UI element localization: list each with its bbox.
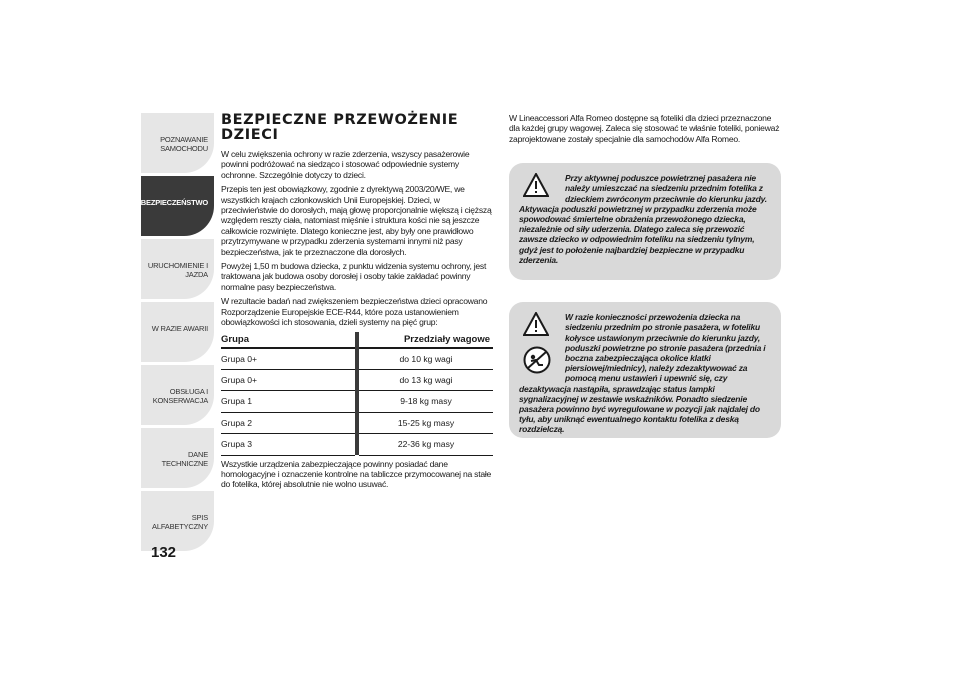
weight-groups-table [221,332,493,456]
warning-box-front-seat [509,302,781,438]
tab-label: OBSŁUGA I KONSERWACJA [152,387,208,405]
intro-paragraph: W Lineaccessori Alfa Romeo dostępne są foteliki dla dzieci przeznaczone dla każdej grupy wagowej. Zaleca się stosować te właśnie foteliki, ponieważ zaprojektowane zostały specjalnie dla samochodów Alfa Romeo. [509,113,780,144]
warning-text: Przy aktywnej poduszce powietrznej pasażera nie należy umieszczać na siedzeniu przednim fotelika z dzieckiem zwróconym przeciwnie do kierunku jazdy. Aktywacja poduszki powietrznej w przypadku zderzenia może spowodować śmiertelne obrażenia przewożonego dziecka, niezależnie od siły uderzenia. Dlatego zaleca się przewozić zawsze dziecko w odpowiednim foteliku na siedzeniu tylnym, gdyż jest to położenie najbardziej bezpieczne w przypadku zderzenia. [519,173,767,265]
weight-cell: do 10 kg wagi [359,348,493,370]
group-cell: Grupa 1 [221,391,355,413]
tab-label: URUCHOMIENIE I JAZDA [147,261,208,279]
group-cell: Grupa 3 [221,434,355,456]
tab-label: W RAZIE AWARII [151,324,208,333]
group-cell: Grupa 2 [221,412,355,434]
table-header-row [221,332,493,348]
tab-poznawanie-samochodu[interactable] [141,113,214,173]
tab-spis-alfabetyczny[interactable] [141,491,214,551]
chapter-tabs [141,113,214,554]
column-header-weight: Przedziały wagowe [359,332,493,348]
tab-uruchomienie-i-jazda[interactable] [141,239,214,299]
tab-label: POZNAWANIE SAMOCHODU [160,135,208,153]
warning-box-rear-facing-seat [509,163,781,280]
section-title: BEZPIECZNE PRZEWOŻENIE DZIECI [221,112,459,143]
paragraph-3: Powyżej 1,50 m budowa dziecka, z punktu widzenia systemu ochrony, jest traktowana jak budowa osoby dorosłej i osoby takie zakładać powinny normalne pasy bezpieczeństwa. [221,261,487,292]
column-header-group: Grupa [221,332,355,348]
warning-icon-group [519,173,563,203]
tab-label: DANE TECHNICZNE [161,450,208,468]
warning-icon-group [519,312,563,382]
table-row [221,391,493,413]
tab-dane-techniczne[interactable] [141,428,214,488]
group-cell: Grupa 0+ [221,369,355,391]
tab-label: SPIS ALFABETYCZNY [152,513,208,531]
tab-bezpieczenstwo[interactable] [141,176,214,236]
warning-triangle-icon [523,312,549,336]
paragraph-2: Przepis ten jest obowiązkowy, zgodnie z dyrektywą 2003/20/WE, we wszystkich krajach członkowskich Unii Europejskiej. Dzieci, w przeciwieństwie do dorosłych, mają głowę proporcjonalnie większą i cięższą względem reszty ciała, natomiast mięśnie i struktura kości nie są jeszcze całkowicie rozwinięte. Dlatego konieczne jest, aby były one prawidłowo przytrzymywane w przypadku zderzenia systemami innymi niż pasy bezpieczeństwa, jak te przeznaczone dla dorosłych. [221,184,492,257]
table-row [221,412,493,434]
paragraph-4: W rezultacie badań nad zwiększeniem bezpieczeństwa dzieci opracowano Rozporządzenie Europejskie ECE-R44, które poza ustanowieniem obowiązkowości ich stosowania, dzieli systemy na pięć grup: [221,296,488,328]
weight-cell: 15-25 kg masy [359,412,493,434]
table-row [221,434,493,456]
weight-cell: 22-36 kg masy [359,434,493,456]
group-cell: Grupa 0+ [221,348,355,370]
tab-w-razie-awarii[interactable] [141,302,214,362]
paragraph-1: W celu zwiększenia ochrony w razie zderzenia, wszyscy pasażerowie powinni podróżować na siedząco i stosować odpowiednie systemy ochronne. Szczególnie dotyczy to dzieci. [221,149,470,180]
tab-obsluga-i-konserwacja[interactable] [141,365,214,425]
right-column [509,113,781,438]
paragraph-5: Wszystkie urządzenia zabezpieczające powinny posiadać dane homologacyjne i oznaczenie kontrolne na tabliczce przymocowanej na stałe do fotelika, której absolutnie nie wolno usuwać. [221,458,492,490]
table-row [221,348,493,370]
table-row [221,369,493,391]
page-number: 132 [151,544,177,561]
tab-label: BEZPIECZEŃSTWO [140,198,208,207]
warning-text: W razie konieczności przewożenia dziecka na siedzeniu przednim po stronie pasażera, w foteliku kołysce ustawionym przeciwnie do kierunku jazdy, poduszki powietrzne po stronie pasażera (przednia i boczna zabezpieczająca okolice klatki piersiowej/miednicy), należy zdezaktywować za pomocą menu ustawień i upewnić się, czy dezaktywacja nastąpiła, sprawdzając status lampki sygnalizacyjnej w zestawie wskaźników. Ponadto siedzenie pasażera powinno być wyregulowane w pozycji jak najdalej do tyłu, aby uniknąć ewentualnego kontaktu fotelika z deską rozdzielczą. [519,312,766,435]
warning-triangle-icon [523,173,549,197]
weight-cell: 9-18 kg masy [359,391,493,413]
left-column [221,113,493,494]
airbag-off-icon [523,346,551,374]
weight-cell: do 13 kg wagi [359,369,493,391]
